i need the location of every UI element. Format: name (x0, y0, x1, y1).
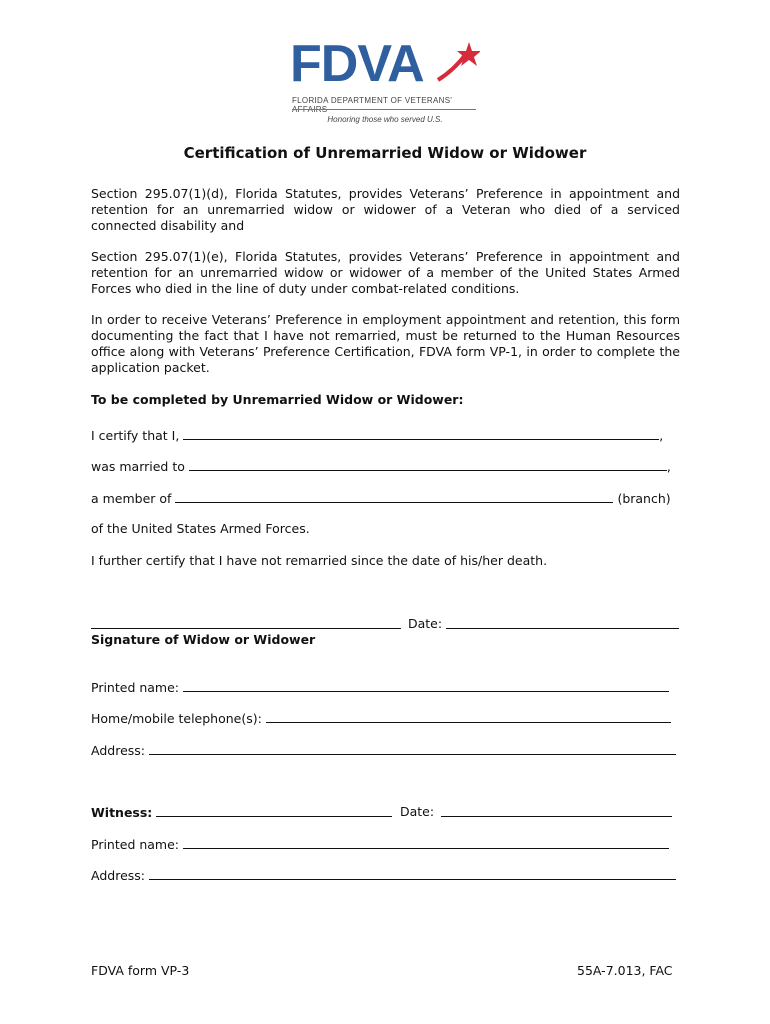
armed-forces-line: of the United States Armed Forces. (91, 521, 310, 536)
paragraph-instructions: In order to receive Veterans’ Preference in employment appointment and retention, this form documenting the fact that I have not remarried, must be returned to the Human Resources office along with Veterans’ Preference Certification, FDVA form VP-1, in order to complete the application packet. (91, 312, 680, 375)
witness-date-field[interactable] (441, 804, 672, 817)
married-to-field[interactable] (189, 458, 667, 471)
footer-rule-citation: 55A-7.013, FAC (577, 963, 673, 978)
witness-label: Witness: (91, 805, 153, 820)
not-remarried-line: I further certify that I have not remarried since the date of his/her death. (91, 553, 548, 568)
fdva-logo (290, 35, 490, 130)
certify-name-comma: , (659, 428, 664, 443)
form-title: Certification of Unremarried Widow or Widower (183, 144, 587, 162)
signature-date-label: Date: (408, 616, 443, 631)
witness-date-label: Date: (400, 804, 435, 819)
logo-organization: FLORIDA DEPARTMENT OF VETERANS' AFFAIRS (292, 96, 453, 114)
witness-row (91, 804, 392, 821)
branch-suffix: (branch) (617, 491, 671, 506)
married-to-label: was married to (91, 459, 185, 474)
certify-name-label: I certify that I, (91, 428, 180, 443)
phone-row (91, 710, 671, 727)
witness-printed-name-label: Printed name: (91, 837, 180, 852)
paragraph-section-e: Section 295.07(1)(e), Florida Statutes, provides Veterans’ Preference in appointment and retention for an unremarried widow or widower of a member of the United States Armed Forces who died in the line of duty under combat-related conditions. (91, 249, 680, 296)
paragraph-section-d: Section 295.07(1)(d), Florida Statutes, provides Veterans’ Preference in appointment and retention for an unremarried widow or widower of a Veteran who died of a serviced connected disability and (91, 186, 680, 233)
signature-field[interactable] (91, 616, 401, 629)
phone-label: Home/mobile telephone(s): (91, 711, 262, 726)
certify-name-field[interactable] (183, 427, 659, 440)
member-of-row (91, 490, 671, 507)
witness-printed-name-row (91, 836, 669, 853)
married-to-row (91, 458, 671, 475)
phone-field[interactable] (266, 710, 671, 723)
address-row (91, 742, 676, 759)
witness-printed-name-field[interactable] (183, 836, 669, 849)
witness-address-row (91, 867, 676, 884)
section-heading: To be completed by Unremarried Widow or Widower: (91, 392, 464, 407)
logo-motto: Honoring those who served U.S. (327, 115, 443, 124)
footer-form-number: FDVA form VP-3 (91, 963, 190, 978)
logo-wordmark: FDVA (290, 35, 424, 93)
witness-address-field[interactable] (149, 867, 676, 880)
logo-divider (292, 109, 476, 110)
witness-signature-field[interactable] (156, 804, 392, 817)
certify-name-row (91, 427, 663, 444)
printed-name-label: Printed name: (91, 680, 180, 695)
address-label: Address: (91, 743, 145, 758)
address-field[interactable] (149, 742, 676, 755)
branch-field[interactable] (175, 490, 613, 503)
married-to-comma: , (666, 459, 671, 474)
printed-name-row (91, 679, 669, 696)
signature-date-field[interactable] (446, 616, 679, 629)
signature-caption: Signature of Widow or Widower (91, 632, 316, 647)
member-of-label: a member of (91, 491, 172, 506)
star-swoosh-icon (436, 40, 480, 84)
printed-name-field[interactable] (183, 679, 669, 692)
witness-address-label: Address: (91, 868, 145, 883)
